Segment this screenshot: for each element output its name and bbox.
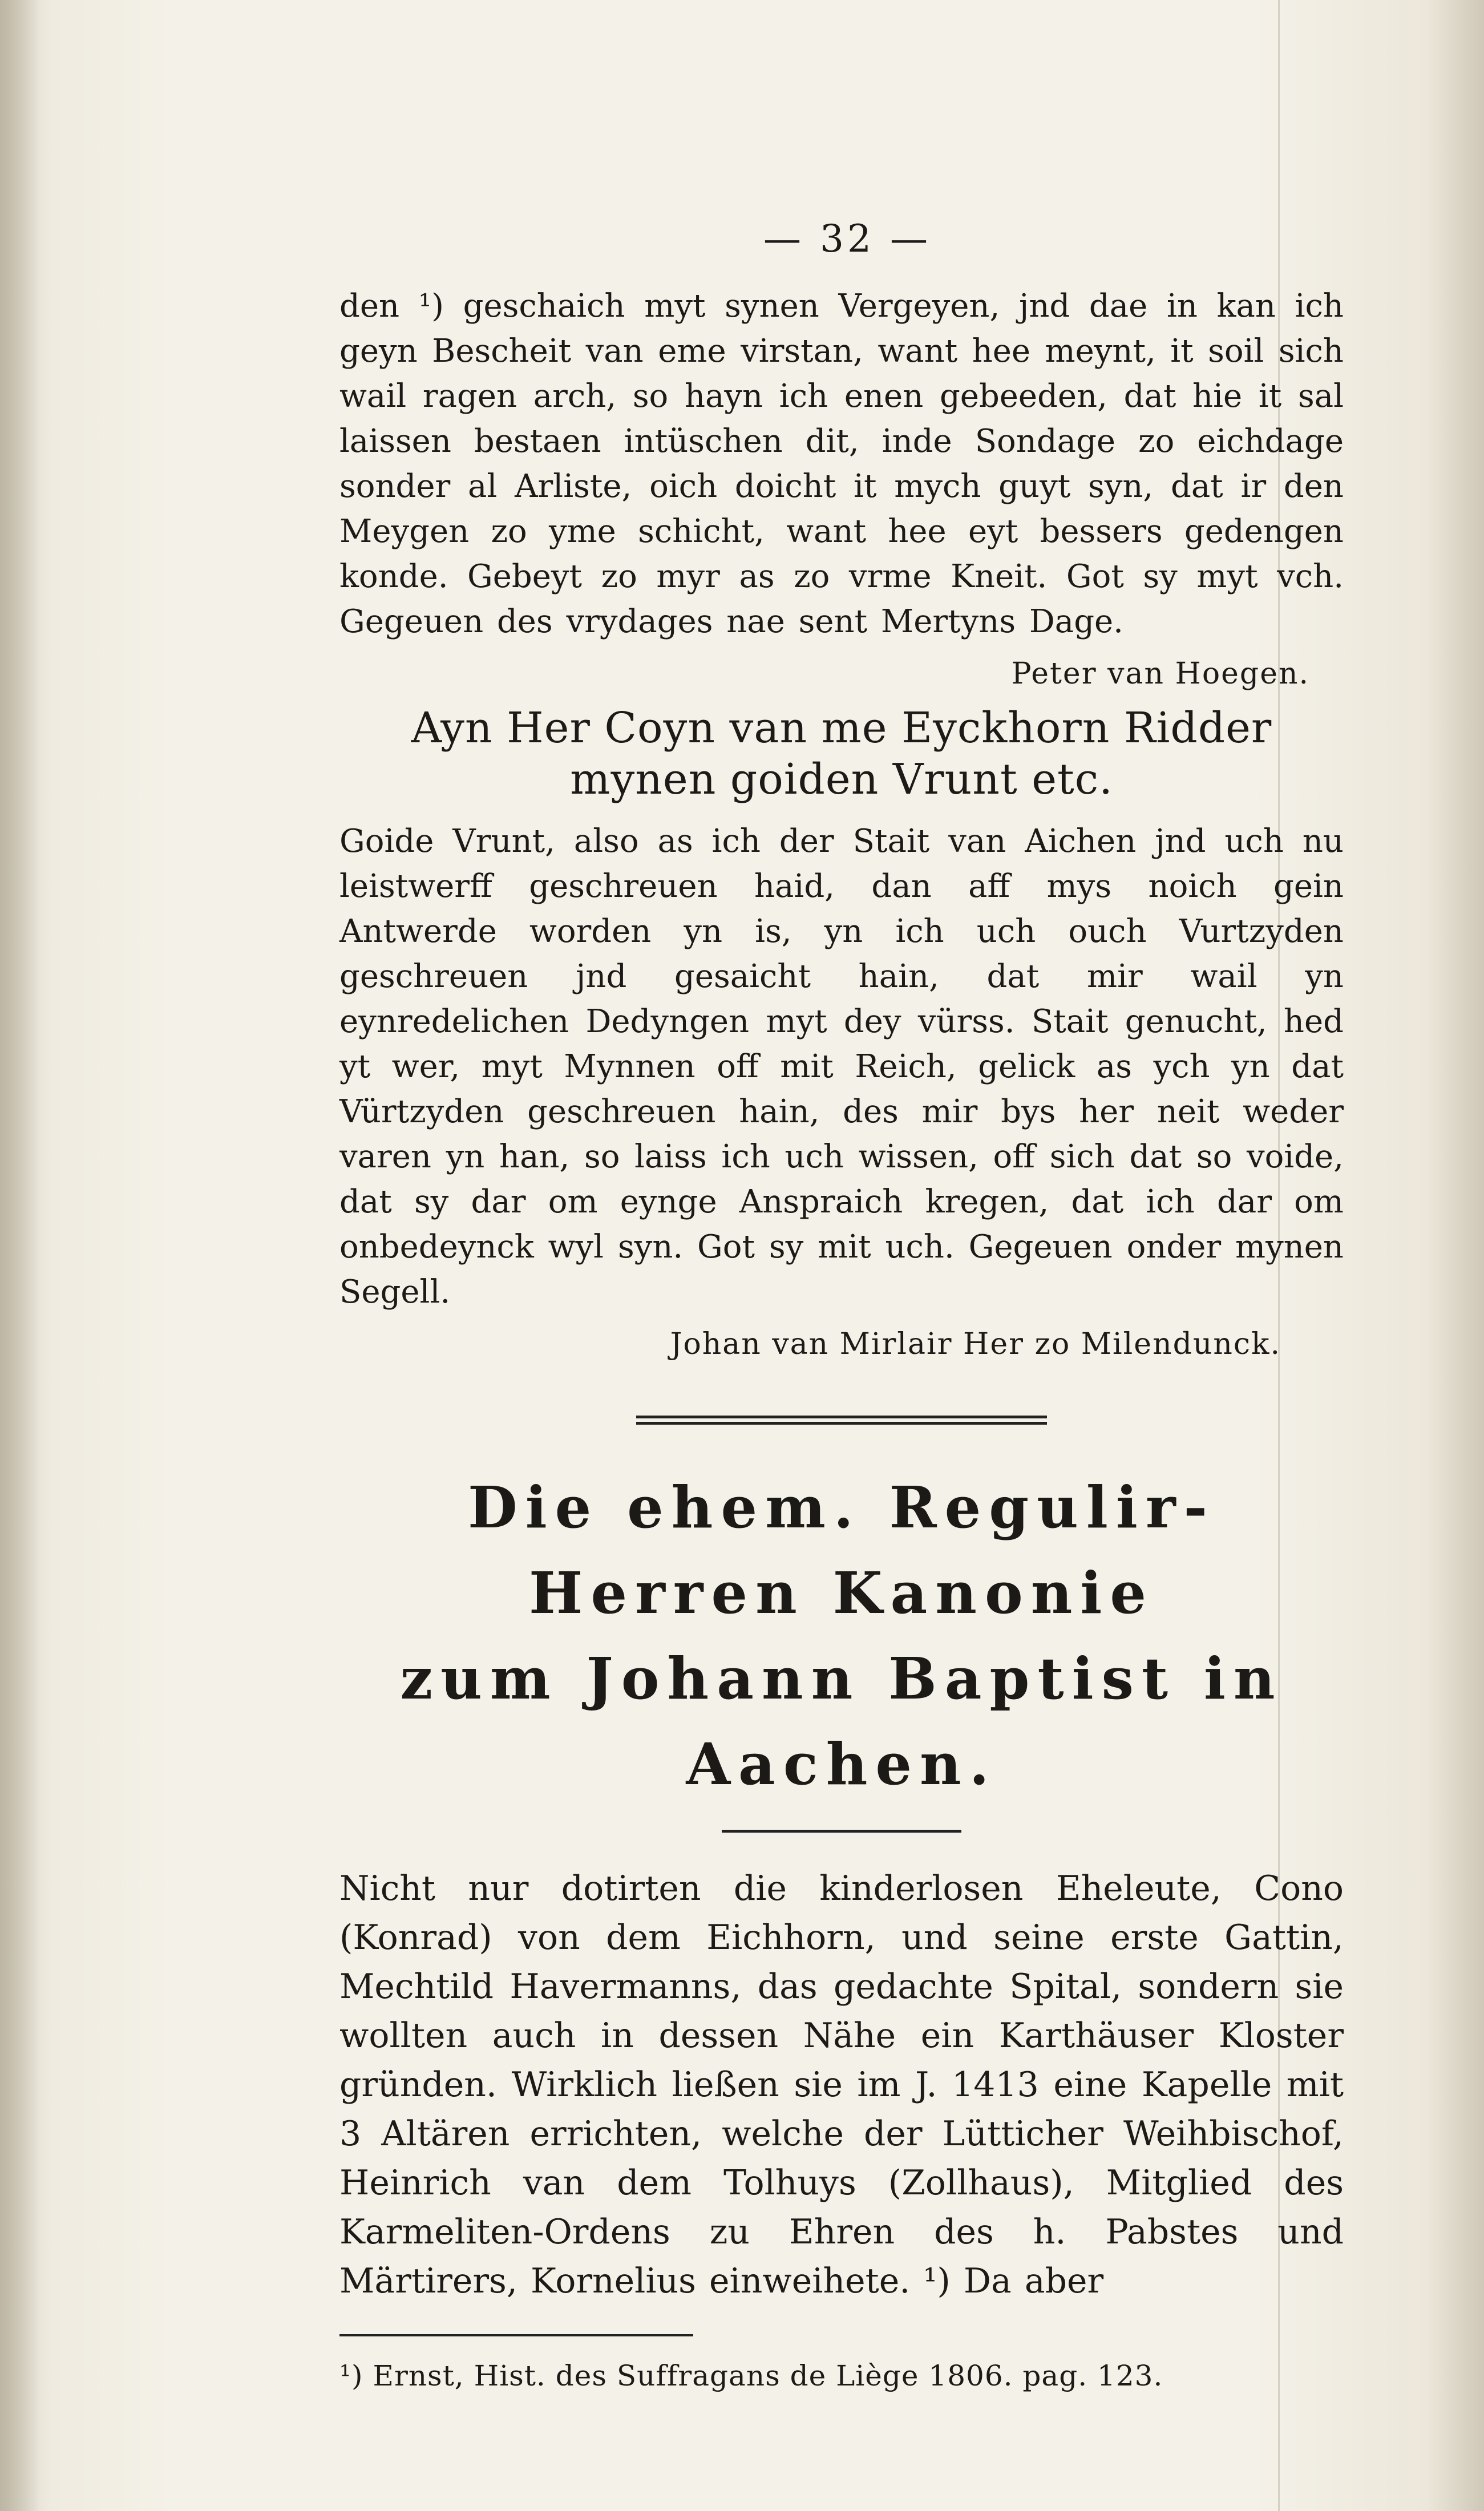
address-line-2: mynen goiden Vrunt etc. <box>570 755 1113 804</box>
section-divider <box>636 1416 1047 1425</box>
page-content <box>339 217 1344 2392</box>
letter-one-text: den ¹) geschaich myt synen Vergeyen, jnd dae in kan ich geyn Bescheit van eme virstan, want hee meynt, it soil sich wail ragen arch, so hayn ich enen gebeeden, dat hie it sal laissen bestaen intüschen dit, inde Sondage zo eichdage sonder al Arliste, oich doicht it mych guyt syn, dat ir den Meygen zo yme schicht, want hee eyt bessers gedengen konde. Gebeyt zo myr as zo vrme Kneit. Got sy myt vch. Gegeuen des vrydages nae sent Mertyns Dage. <box>339 288 1344 640</box>
heading-line-2: zum Johann Baptist in Aachen. <box>400 1645 1283 1798</box>
page-left-edge <box>0 0 40 2511</box>
heading-line-1: Die ehem. Regulir-Herren Kanonie <box>467 1474 1216 1627</box>
main-paragraph: Nicht nur dotirten die kinderlosen Eheleute, Cono (Konrad) von dem Eichhorn, und seine erste Gattin, Mechtild Havermanns, das gedachte Spital, sondern sie wollten auch in dessen Nähe ein Karthäuser Kloster gründen. Wirklich ließen sie im J. 1413 eine Kapelle mit 3 Altären errichten, welche der Lütticher Weihbischof, Heinrich van dem Tolhuys (Zollhaus), Mitglied des Karmeliten-Ordens zu Ehren des h. Pabstes und Märtirers, Kornelius einweihete. ¹) Da aber <box>339 1869 1344 2301</box>
letter-two-text: Goide Vrunt, also as ich der Stait van Aichen jnd uch nu leistwerff geschreuen haid, dan aff mys noich gein Antwerde worden yn is, yn ich uch ouch Vurtzyden geschreuen jnd gesaicht hain, dat mir wail yn eynredelichen Dedyngen myt dey vürss. Stait genucht, hed yt wer, myt Mynnen off mit Reich, gelick as ych yn dat Vürtzyden geschreuen hain, des mir bys her neit weder varen yn han, so laiss ich uch wissen, off sich dat so voide, dat sy dar om eynge Anspraich kregen, dat ich dar om onbedeynck wyl syn. Got sy mit uch. Gegeuen onder mynen Segell. <box>339 823 1344 1311</box>
letter-address <box>339 702 1344 805</box>
letter-one-signature: Peter van Hoegen. <box>1011 657 1309 691</box>
heading-rule <box>722 1830 961 1833</box>
footnote: ¹) Ernst, Hist. des Suffragans de Liège 1806. pag. 123. <box>339 2359 1163 2392</box>
letter-two-signature: Johan van Mirlair Her zo Milendunck. <box>670 1327 1281 1361</box>
section-heading <box>339 1465 1344 1807</box>
page-number: — 32 — <box>763 217 931 261</box>
address-line-1: Ayn Her Coyn van me Eyckhorn Ridder <box>411 703 1272 753</box>
footnote-rule <box>339 2334 693 2336</box>
